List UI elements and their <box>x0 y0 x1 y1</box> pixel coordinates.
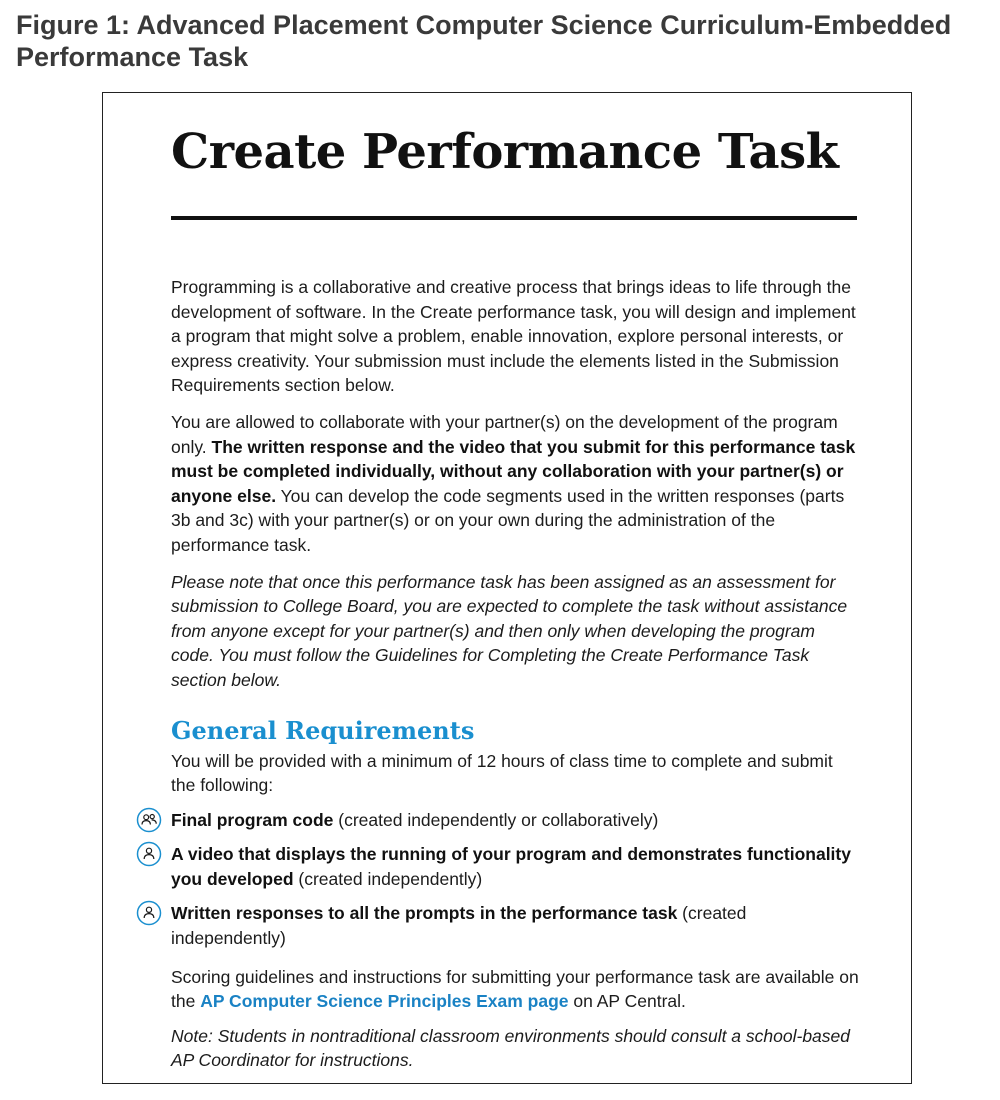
general-requirements-heading: General Requirements <box>171 715 475 745</box>
list-item <box>171 901 861 950</box>
figure-caption: Figure 1: Advanced Placement Computer Science Curriculum-Embedded Performance Task <box>16 10 952 72</box>
collab-text-2: You can develop the code segments used in the written responses (parts 3b and 3c) with your partner(s) or on your own during the administration of the performance task. <box>171 485 845 555</box>
requirements-list <box>171 808 861 951</box>
document-body <box>171 93 861 1073</box>
document-title: Create Performance Task <box>171 124 839 180</box>
title-divider <box>171 216 857 220</box>
requirement-detail: (created independently or collaboratively) <box>333 809 659 830</box>
scoring-text-pre: Scoring guidelines and instructions for submitting your performance task are available on the <box>171 966 859 1012</box>
scoring-paragraph <box>171 965 861 1014</box>
person-icon <box>136 900 162 926</box>
exam-page-link[interactable]: AP Computer Science Principles Exam page <box>200 991 569 1012</box>
requirement-detail: (created independently) <box>293 868 483 889</box>
requirements-intro: You will be provided with a minimum of 12 hours of class time to complete and submit the following: <box>171 750 833 796</box>
collaboration-paragraph <box>171 410 861 558</box>
document-frame <box>102 92 912 1084</box>
intro-paragraph: Programming is a collaborative and creative process that brings ideas to life through the development of software. In the Create performance task, you will design and implement a program that might solve a problem, enable innovation, explore personal interests, or express creativity. Your submission must include the elements listed in the Submission Requirements section below. <box>171 277 856 396</box>
list-item <box>171 842 861 891</box>
person-icon <box>136 841 162 867</box>
group-icon <box>136 807 162 833</box>
requirement-title: Written responses to all the prompts in the performance task <box>171 903 678 924</box>
scoring-text-post: on AP Central. <box>568 991 686 1012</box>
collab-bold-text: The written response and the video that you submit for this performance task must be completed individually, without any collaboration with your partner(s) or anyone else. <box>171 436 856 506</box>
assessment-note-paragraph: Please note that once this performance task has been assigned as an assessment for submission to College Board, you are expected to complete the task without assistance from anyone except for your partner(s) and then only when developing the program code. You must follow the Guidelines for Completing the Create Performance Task section below. <box>171 571 848 690</box>
list-item <box>171 808 861 833</box>
requirement-detail: (created independently) <box>171 903 747 949</box>
requirement-title: A video that displays the running of your program and demonstrates functionality you developed <box>171 844 851 889</box>
collab-text-1: You are allowed to collaborate with your partner(s) on the development of the program only. <box>171 411 838 457</box>
nontraditional-note: Note: Students in nontraditional classroom environments should consult a school-based AP Coordinator for instructions. <box>171 1025 850 1071</box>
requirement-title: Final program code <box>171 809 334 830</box>
